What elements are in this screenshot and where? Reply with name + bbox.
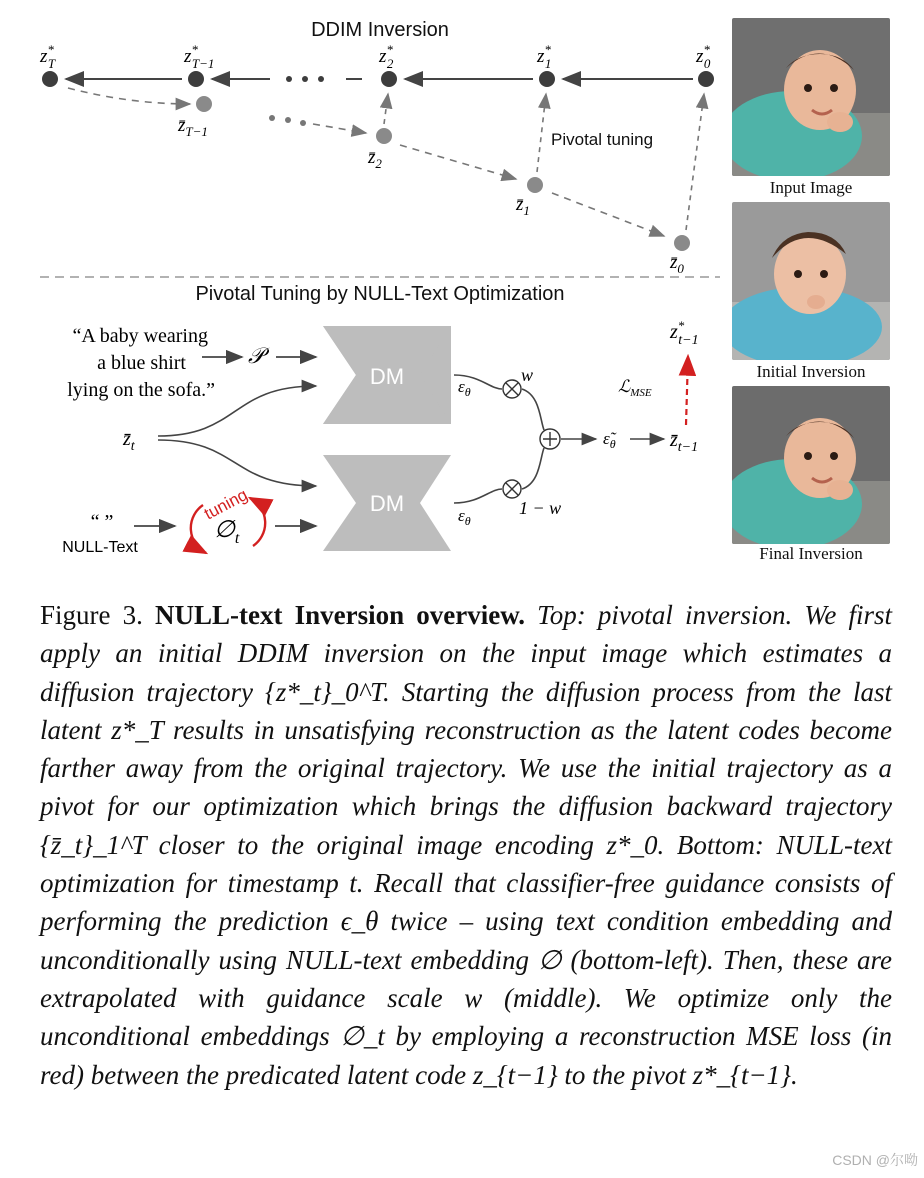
loss-label: ℒ$_{MSE}$: [618, 377, 652, 399]
svg-text:z̄2: $z̄_2$: [368, 147, 382, 171]
bar-node-z2: [367, 128, 392, 171]
watermark: CSDN @尔呦: [832, 1152, 918, 1168]
pivot-arrows: [384, 94, 704, 230]
eps-cond: $\varepsilon_\theta$: [458, 377, 471, 399]
output-latent: $z̄_{t-1}$: [670, 429, 699, 455]
svg-text:z*0: z* 0: [696, 42, 711, 71]
latent-input: $z̄_t$: [123, 428, 135, 454]
weight-w: w: [521, 365, 534, 385]
top-node-z1: [536, 42, 555, 87]
eps-tilde: $\varepsiloñ_\theta$: [603, 429, 616, 451]
initial-inversion-image: [732, 202, 890, 360]
bar-node-zT-1: [177, 96, 212, 139]
multiply-w: [503, 380, 521, 398]
figure-caption-text: Top: pivotal inversion. We first apply an initial DDIM inversion on the input image which estimates a diffusion trajectory {z*_t}_0^T. Starting the diffusion process from the last latent z*_T results in unsatisfying reconstruction as the latent codes become farther away from the original trajectory. We use the initial trajectory as a pivot for our optimization which brings the diffusion backward trajectory {z̄_t}_1^T closer to the original image encoding z*_0. Bottom: NULL-text optimization for timestamp t. Recall that classifier-free guidance consists of performing the prediction ϵ_θ twice – using text condition embedding and unconditionally using NULL-text embedding ∅ (bottom-left). Then, these are extrapolated with guidance scale w (middle). We optimize only the unconditional embeddings ∅_t by employing a reconstruction MSE loss (in red) between the predicated latent code z_{t−1} to the pivot z*_{t−1}.: [40, 600, 892, 1090]
top-node-z0: [695, 42, 714, 87]
null-text-optimization-title: Pivotal Tuning by NULL-Text Optimization: [195, 283, 565, 305]
svg-text:z̄1: $z̄_1$: [516, 194, 530, 218]
top-node-zT-1: [183, 42, 214, 87]
sum-node: [540, 429, 560, 449]
figure-label: Figure 3.: [40, 600, 143, 630]
dm-block-unconditional: [323, 455, 451, 551]
target-latent: z* t−1: [670, 318, 699, 348]
tuning-label: tuning: [200, 485, 251, 524]
svg-text:DM: DM: [369, 491, 405, 516]
prompt-symbol: 𝒫: [248, 343, 264, 368]
initial-inversion-caption: Initial Inversion: [756, 362, 866, 381]
svg-text:z̄0: $z̄_0$: [670, 252, 684, 276]
svg-text:z*T: z* T: [40, 42, 56, 71]
mse-loss-arrow: [686, 356, 688, 425]
top-node-zT: [39, 42, 58, 87]
dm-block-conditional: [323, 326, 451, 424]
null-text-label: NULL-Text: [62, 539, 138, 556]
svg-text:z*2: z* 2: [379, 42, 394, 71]
backward-trajectory: [68, 88, 664, 236]
null-embedding: $\emptyset_t$: [214, 517, 240, 547]
pivotal-tuning-label: Pivotal tuning: [551, 130, 654, 149]
svg-text:z̄T−1: $z̄_{T-1}$: [178, 115, 208, 139]
prompt-line-1: “A baby wearing: [72, 325, 208, 347]
latent-branches: [158, 386, 316, 486]
method-diagram: [0, 0, 724, 580]
ddim-ellipsis: [286, 76, 324, 82]
prompt-line-3: lying on the sofa.”: [67, 379, 215, 401]
figure-caption: [40, 596, 892, 1094]
final-inversion-image: [732, 386, 890, 544]
final-inversion-caption: Final Inversion: [759, 544, 863, 563]
weight-1-minus-w: 1 − w: [519, 498, 562, 518]
input-image: [732, 18, 890, 176]
ddim-inversion-title: DDIM Inversion: [311, 19, 449, 41]
svg-text:z*1: z* 1: [537, 42, 552, 71]
trajectory-ellipsis: [269, 115, 306, 126]
figure-title: NULL-text Inversion overview.: [155, 600, 526, 630]
null-quotes: “ ”: [90, 511, 114, 533]
top-node-z2: [378, 42, 397, 87]
prompt-line-2: a blue shirt: [97, 352, 186, 374]
multiply-1-minus-w: [503, 480, 521, 498]
input-image-caption: Input Image: [769, 178, 853, 197]
bar-node-z0: [669, 235, 690, 276]
svg-text:z*T−1: z* T−1: [184, 42, 215, 71]
bar-node-z1: [515, 177, 543, 218]
eps-uncond: $\varepsilon_\theta$: [458, 506, 471, 528]
svg-text:DM: DM: [369, 364, 405, 389]
